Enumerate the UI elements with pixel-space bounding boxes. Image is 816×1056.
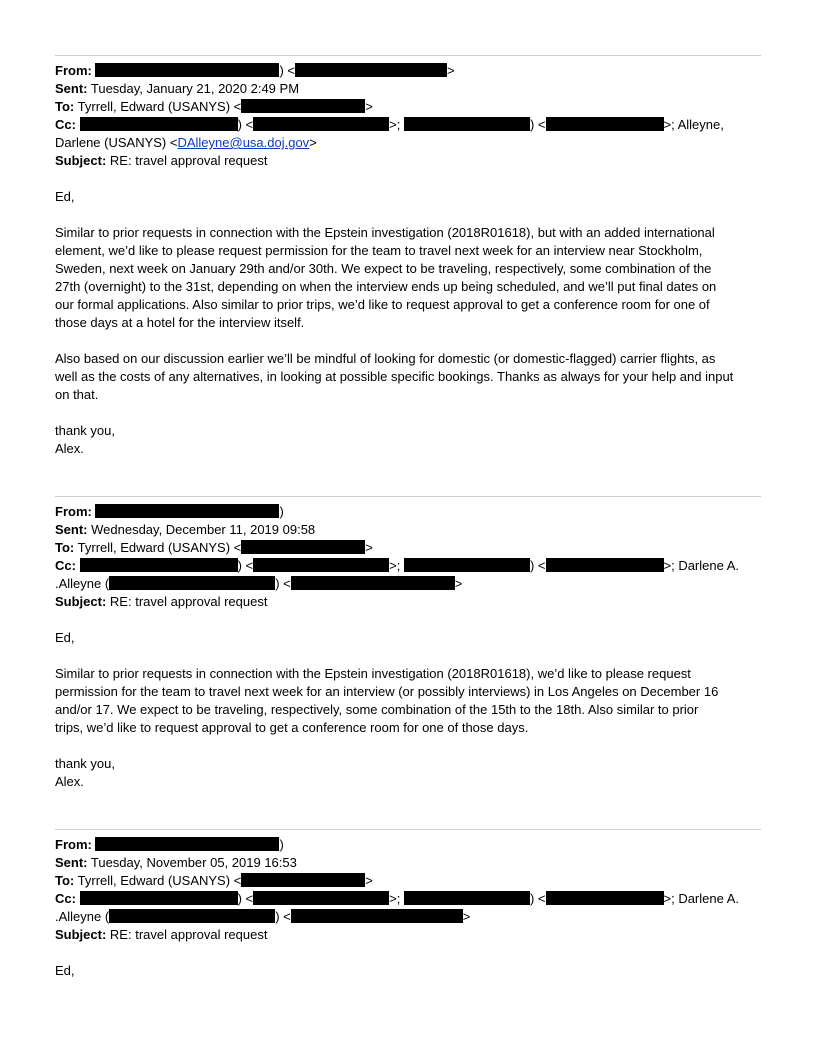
- body-line: well as the costs of any alternatives, in looking at possible specific bookings. Thanks as always for your help and input: [55, 369, 734, 384]
- to-label: To:: [55, 873, 75, 888]
- body-line: and/or 17. We expect to be traveling, respectively, some combination of the 15th to the 18th. Also similar to prior: [55, 702, 699, 717]
- redaction-box: [291, 909, 463, 923]
- closing: thank you,: [55, 756, 115, 771]
- sent-date: Tuesday, January 21, 2020 2:49 PM: [90, 81, 300, 96]
- redaction-box: [291, 576, 455, 590]
- subject-label: Subject:: [55, 153, 107, 168]
- redaction-box: [253, 558, 389, 572]
- sent-line: [55, 521, 761, 539]
- cc-line-2: .Alleyne ( ) < >: [55, 576, 463, 591]
- from-label: From:: [55, 504, 92, 519]
- signature: Alex.: [55, 774, 84, 789]
- cc-tail: ; Darlene A.: [671, 558, 740, 573]
- sent-date: Wednesday, December 11, 2019 09:58: [91, 522, 316, 537]
- to-line: To: Tyrrell, Edward (USANYS) < >: [55, 873, 373, 888]
- to-recipient: Tyrrell, Edward (USANYS) <: [77, 99, 242, 114]
- to-label: To:: [55, 540, 75, 555]
- email-thread: [55, 55, 761, 980]
- to-line: To: Tyrrell, Edward (USANYS) < >: [55, 540, 373, 555]
- from-label: From:: [55, 837, 92, 852]
- body-line: permission for the team to travel next week for an interview (or possibly interviews) in Los Angeles on December 16: [55, 684, 719, 699]
- subject-text: RE: travel approval request: [109, 153, 268, 168]
- redaction-box: [109, 909, 275, 923]
- subject-text: RE: travel approval request: [109, 594, 268, 609]
- cc-label: Cc:: [55, 891, 76, 906]
- redaction-box: [80, 558, 238, 572]
- redaction-box: [253, 117, 389, 131]
- redaction-box: [241, 873, 365, 887]
- sent-date: Tuesday, November 05, 2019 16:53: [90, 855, 297, 870]
- cc-name: Darlene (USANYS) <: [55, 135, 178, 150]
- cc-line: Cc: ) < >; ) < >; Darlene A.: [55, 558, 740, 573]
- from-line: From: ): [55, 837, 284, 852]
- cc-line-2: .Alleyne ( ) < >: [55, 909, 471, 924]
- email-message-3: [55, 829, 761, 980]
- sent-label: Sent:: [55, 522, 88, 537]
- from-line: From: ) < >: [55, 63, 455, 78]
- sent-line: [55, 80, 761, 98]
- body-line: Similar to prior requests in connection with the Epstein investigation (2018R01618), we’d like to please request: [55, 666, 691, 681]
- body-line: trips, we’d like to request approval to get a conference room for one of those days.: [55, 720, 529, 735]
- cc-line: Cc: ) < >; ) < >; Alleyne,: [55, 117, 724, 132]
- sent-label: Sent:: [55, 855, 88, 870]
- subject-label: Subject:: [55, 594, 107, 609]
- redaction-box: [80, 117, 238, 131]
- redaction-box: [109, 576, 275, 590]
- subject-text: RE: travel approval request: [109, 927, 268, 942]
- redaction-box: [295, 63, 447, 77]
- body-line: Similar to prior requests in connection with the Epstein investigation (2018R01618), but with an added international: [55, 225, 715, 240]
- redaction-box: [546, 891, 664, 905]
- body-paragraph-1: [55, 665, 761, 737]
- redaction-box: [95, 504, 279, 518]
- cc-line: Cc: ) < >; ) < >; Darlene A.: [55, 891, 740, 906]
- body-line: element, we’d like to please request permission for the team to travel next week for an interview near Stockholm,: [55, 243, 703, 258]
- redaction-box: [404, 117, 530, 131]
- redaction-box: [80, 891, 238, 905]
- body-line: those days at a hotel for the interview itself.: [55, 315, 305, 330]
- subject-label: Subject:: [55, 927, 107, 942]
- to-label: To:: [55, 99, 75, 114]
- greeting: Ed,: [55, 189, 75, 204]
- from-label: From:: [55, 63, 92, 78]
- redaction-box: [95, 63, 279, 77]
- redaction-box: [404, 891, 530, 905]
- body-paragraph-2: [55, 350, 761, 404]
- redaction-box: [546, 117, 664, 131]
- body-paragraph-1: [55, 224, 761, 332]
- cc-line-2: Darlene (USANYS) <DAlleyne@usa.doj.gov>: [55, 135, 317, 150]
- cc-tail: ; Alleyne,: [671, 117, 724, 132]
- signature: Alex.: [55, 441, 84, 456]
- greeting: Ed,: [55, 963, 75, 978]
- email-message-1: [55, 55, 761, 496]
- to-recipient: Tyrrell, Edward (USANYS) <: [77, 873, 242, 888]
- redaction-box: [95, 837, 279, 851]
- body-line: 27th (overnight) to the 31st, depending on when the interview ends up being scheduled, and we’ll put final dates on: [55, 279, 717, 294]
- email-message-2: [55, 496, 761, 829]
- redaction-box: [241, 99, 365, 113]
- sent-label: Sent:: [55, 81, 88, 96]
- subject-line: [55, 593, 761, 611]
- body-line: our formal applications. Also similar to prior trips, we’d like to request approval to get a conference room for one of: [55, 297, 710, 312]
- redaction-box: [404, 558, 530, 572]
- cc-name: .Alleyne (: [55, 576, 110, 591]
- subject-line: [55, 152, 761, 170]
- redaction-box: [546, 558, 664, 572]
- cc-label: Cc:: [55, 117, 76, 132]
- to-recipient: Tyrrell, Edward (USANYS) <: [77, 540, 242, 555]
- cc-label: Cc:: [55, 558, 76, 573]
- greeting: Ed,: [55, 630, 75, 645]
- redaction-box: [241, 540, 365, 554]
- body-line: Sweden, next week on January 29th and/or 30th. We expect to be traveling, respectively, some combination of the: [55, 261, 712, 276]
- from-line: From: ): [55, 504, 284, 519]
- closing: thank you,: [55, 423, 115, 438]
- subject-line: [55, 926, 761, 944]
- body-line: Also based on our discussion earlier we’ll be mindful of looking for domestic (or domestic-flagged) carrier flights, as: [55, 351, 716, 366]
- body-line: on that.: [55, 387, 99, 402]
- cc-email-link[interactable]: DAlleyne@usa.doj.gov: [177, 135, 310, 150]
- redaction-box: [253, 891, 389, 905]
- cc-tail: ; Darlene A.: [671, 891, 740, 906]
- to-line: To: Tyrrell, Edward (USANYS) < >: [55, 99, 373, 114]
- sent-line: [55, 854, 761, 872]
- cc-name: .Alleyne (: [55, 909, 110, 924]
